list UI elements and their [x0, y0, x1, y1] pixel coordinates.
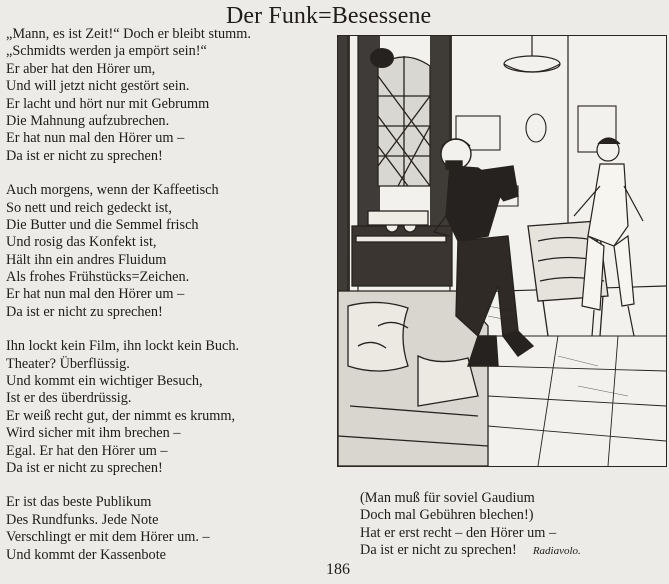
poem-line: Und kommt der Kassenbote — [6, 546, 167, 563]
page-number: 186 — [326, 561, 350, 578]
poem-line: Des Rundfunks. Jede Note — [6, 511, 159, 528]
poem-line: Er lacht und hört nur mit Gebrumm — [6, 95, 210, 112]
poem-right-column — [360, 490, 660, 560]
poem-line: Und rosig das Konfekt ist, — [6, 234, 157, 251]
poem-stanza-2 — [6, 182, 326, 321]
poem-line: Und will jetzt nicht gestört sein. — [6, 78, 190, 95]
poem-line: Die Mahnung aufzubrechen. — [6, 112, 170, 129]
poem-line: Da ist er nicht zu sprechen! — [6, 303, 163, 320]
poem-line: Hat er erst recht – den Hörer um – — [360, 524, 557, 541]
poem-line: Ist er des überdrüssig. — [6, 390, 132, 407]
poem-line: „Mann, es ist Zeit!“ Doch er bleibt stumm. — [6, 26, 251, 42]
poem-line: Und kommt ein wichtiger Besuch, — [6, 373, 203, 390]
poem-line: Er hat nun mal den Hörer um – — [6, 286, 185, 303]
poem-last-line-with-signature — [360, 542, 660, 559]
poem-line: Er ist das beste Publikum — [6, 494, 152, 511]
poem-line: Ihn lockt kein Film, ihn lockt kein Buch. — [6, 338, 240, 355]
poem-line: Doch mal Gebühren blechen!) — [360, 507, 534, 524]
illustration-drawing — [338, 36, 666, 466]
poem-line: Die Butter und die Semmel frisch — [6, 216, 199, 233]
poem-line: Da ist er nicht zu sprechen! — [6, 147, 163, 164]
poem-line: Wird sicher mit ihm brechen – — [6, 425, 181, 442]
poem-line: Er hat nun mal den Hörer um – — [6, 130, 185, 147]
poem-line: Da ist er nicht zu sprechen! — [360, 542, 517, 559]
author-signature: Radiavolo. — [532, 545, 581, 558]
poem-stanza-1 — [6, 26, 326, 165]
poem-line: Er weiß recht gut, der nimmt es krumm, — [6, 407, 236, 424]
poem-line: Als frohes Frühstücks=Zeichen. — [6, 269, 190, 286]
poem-title: Der Funk=Besessene — [226, 3, 432, 29]
poem-line: So nett und reich gedeckt ist, — [6, 199, 172, 216]
poem-line: (Man muß für soviel Gaudium — [360, 490, 535, 506]
poem-stanza-4 — [6, 494, 326, 564]
poem-line: Theater? Überflüssig. — [6, 355, 130, 372]
poem-line: Egal. Er hat den Hörer um – — [6, 442, 168, 459]
poem-stanza-3 — [6, 338, 326, 477]
poem-line: Verschlingt er mit dem Hörer um. – — [6, 529, 210, 546]
poem-line: Da ist er nicht zu sprechen! — [6, 459, 163, 476]
poem-left-column — [6, 26, 326, 581]
poem-line: Er aber hat den Hörer um, — [6, 60, 156, 77]
poem-line: „Schmidts werden ja empört sein!“ — [6, 43, 207, 60]
illustration-radio-listener — [337, 35, 667, 467]
poem-line: Auch morgens, wenn der Kaffeetisch — [6, 182, 219, 199]
poem-line: Hält ihn ein andres Fluidum — [6, 251, 167, 268]
